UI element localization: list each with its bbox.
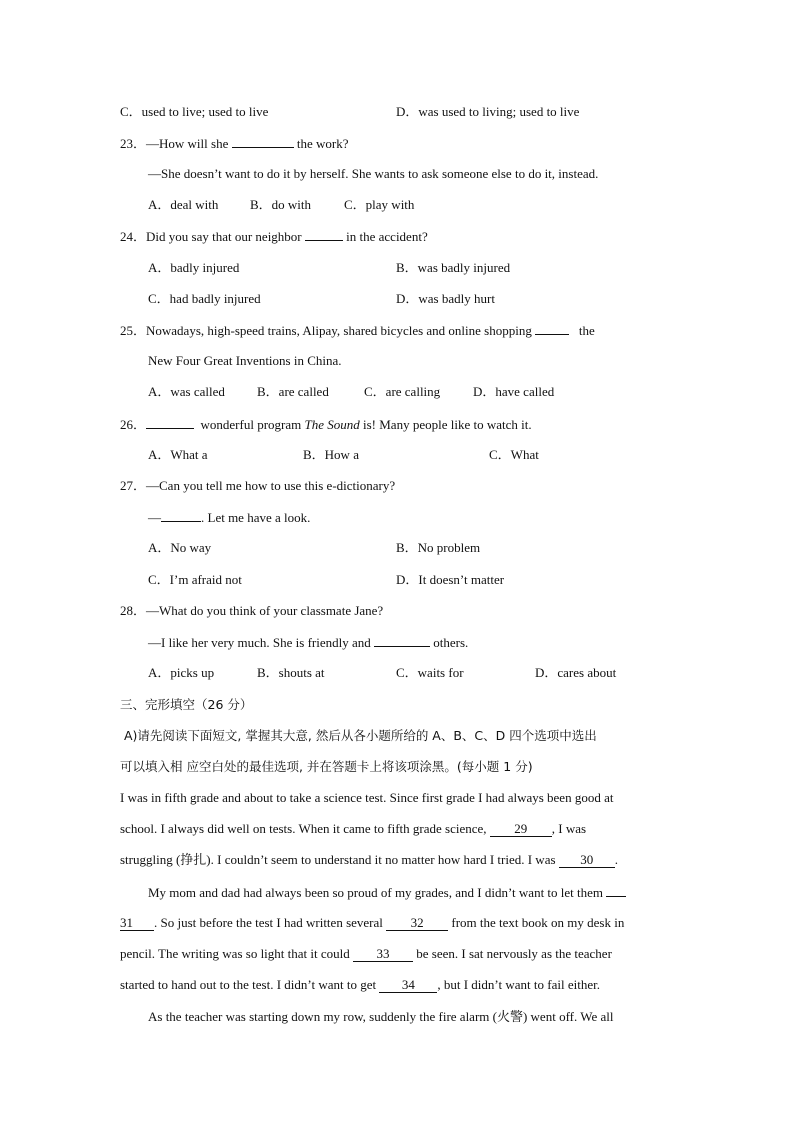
passage-line	[120, 915, 624, 931]
stem-text: —What do you think of your classmate Jane?	[146, 603, 384, 618]
q24-option-b: B．was badly injured	[396, 260, 511, 275]
cloze-blank-32: 32	[386, 916, 448, 931]
q27-option-b: B．No problem	[396, 540, 481, 555]
stem-text: —How will she	[146, 136, 229, 151]
q23-reply: —She doesn’t want to do it by herself. She wants to ask someone else to do it, instead.	[148, 166, 599, 181]
answer-blank	[232, 135, 294, 148]
q24-option-a: A．badly injured	[148, 260, 240, 275]
passage-text: , but I didn’t want to fail either.	[437, 977, 600, 992]
q27-option-d: D．It doesn’t matter	[396, 572, 505, 587]
q23-option-b: B．do with	[250, 197, 312, 212]
q25-option-b: B．are called	[257, 384, 329, 399]
question-number: 27．	[120, 478, 147, 493]
q27-option-c: C．I’m afraid not	[148, 572, 242, 587]
q23-stem	[120, 135, 348, 152]
q24-option-d: D．was badly hurt	[396, 291, 495, 306]
stem-text: Did you say that our neighbor	[146, 229, 302, 244]
q22-option-d: D．was used to living; used to live	[396, 104, 580, 119]
reply-text: others.	[433, 635, 469, 650]
stem-text: is! Many people like to watch it.	[362, 417, 532, 432]
passage-text: struggling (挣扎). I couldn’t seem to understand it no matter how hard I tried. I was	[120, 852, 556, 867]
stem-text: wonderful program	[200, 417, 302, 432]
stem-text: the work?	[296, 136, 349, 151]
passage-line	[120, 977, 600, 993]
answer-blank	[374, 634, 430, 647]
question-number: 23．	[120, 136, 147, 151]
cloze-blank-29: 29	[490, 822, 552, 837]
q27-stem	[120, 478, 395, 494]
reply-text: . Let me have a look.	[201, 510, 311, 525]
reply-text: —I like her very much. She is friendly and	[148, 635, 371, 650]
passage-text: pencil. The writing was so light that it could	[120, 946, 350, 961]
answer-blank	[161, 509, 201, 522]
section-heading: 三、完形填空（26 分）	[120, 697, 253, 712]
passage-text: . So just before the test I had written several	[154, 915, 383, 930]
q28-option-d: D．cares about	[535, 665, 617, 680]
q25-option-c: C．are calling	[364, 384, 441, 399]
question-number: 28．	[120, 603, 147, 618]
q25-stem	[120, 322, 595, 339]
q28-option-c: C．waits for	[396, 665, 464, 680]
q28-stem	[120, 603, 383, 619]
q28-reply	[148, 634, 468, 651]
passage-text: .	[614, 852, 619, 867]
answer-blank	[146, 416, 194, 429]
question-number: 26．	[120, 417, 147, 432]
passage-text: be seen. I sat nervously as the teacher	[416, 946, 612, 961]
passage-line: As the teacher was starting down my row, suddenly the fire alarm (火警) went off. We all	[148, 1009, 614, 1024]
q23-option-a: A．deal with	[148, 197, 219, 212]
passage-line	[148, 884, 626, 901]
q26-option-b: B．How a	[303, 447, 359, 462]
passage-line	[120, 821, 586, 837]
cloze-blank-31-start	[606, 884, 626, 897]
question-number: 25．	[120, 323, 147, 338]
passage-text: My mom and dad had always been so proud of my grades, and I didn’t want to let them	[148, 885, 604, 900]
passage-text: from the text book on my desk in	[451, 915, 625, 930]
q25-option-d: D．have called	[473, 384, 555, 399]
q24-option-c: C．had badly injured	[148, 291, 261, 306]
section-instruction: A)请先阅读下面短文, 掌握其大意, 然后从各小题所给的 A、B、C、D 四个选项中选出	[124, 728, 597, 743]
passage-text: started to hand out to the test. I didn’t want to get	[120, 977, 377, 992]
q26-option-c: C．What	[489, 447, 539, 462]
cloze-blank-34: 34	[379, 978, 437, 993]
cloze-blank-33: 33	[353, 947, 413, 962]
q27-option-a: A．No way	[148, 540, 212, 555]
passage-line: I was in fifth grade and about to take a science test. Since first grade I had always been good at	[120, 790, 614, 805]
cloze-blank-31: 31	[120, 916, 154, 931]
passage-text: school. I always did well on tests. When it came to fifth grade science,	[120, 821, 487, 836]
stem-text: in the accident?	[346, 229, 428, 244]
q27-reply	[148, 509, 310, 526]
stem-text: —Can you tell me how to use this e-dictionary?	[146, 478, 396, 493]
q26-option-a: A．What a	[148, 447, 208, 462]
section-instruction: 可以填入相 应空白处的最佳选项, 并在答题卡上将该项涂黑。(每小题 1 分)	[120, 759, 533, 774]
answer-blank	[305, 228, 343, 241]
stem-text: the	[578, 323, 595, 338]
question-number: 24．	[120, 229, 147, 244]
passage-text: , I was	[551, 821, 587, 836]
cloze-blank-30: 30	[559, 853, 615, 868]
q28-option-a: A．picks up	[148, 665, 215, 680]
stem-text: Nowadays, high-speed trains, Alipay, shared bicycles and online shopping	[146, 323, 532, 338]
q26-stem	[120, 416, 532, 433]
program-title: The Sound	[304, 417, 360, 432]
q25-option-a: A．was called	[148, 384, 225, 399]
passage-line	[120, 852, 618, 868]
q22-option-c: C．used to live; used to live	[120, 104, 269, 119]
q25-stem-continued: New Four Great Inventions in China.	[148, 353, 342, 368]
reply-dash: —	[148, 510, 161, 525]
q28-option-b: B．shouts at	[257, 665, 325, 680]
answer-blank	[535, 322, 569, 335]
q23-option-c: C．play with	[344, 197, 415, 212]
passage-line	[120, 946, 612, 962]
q24-stem	[120, 228, 428, 245]
